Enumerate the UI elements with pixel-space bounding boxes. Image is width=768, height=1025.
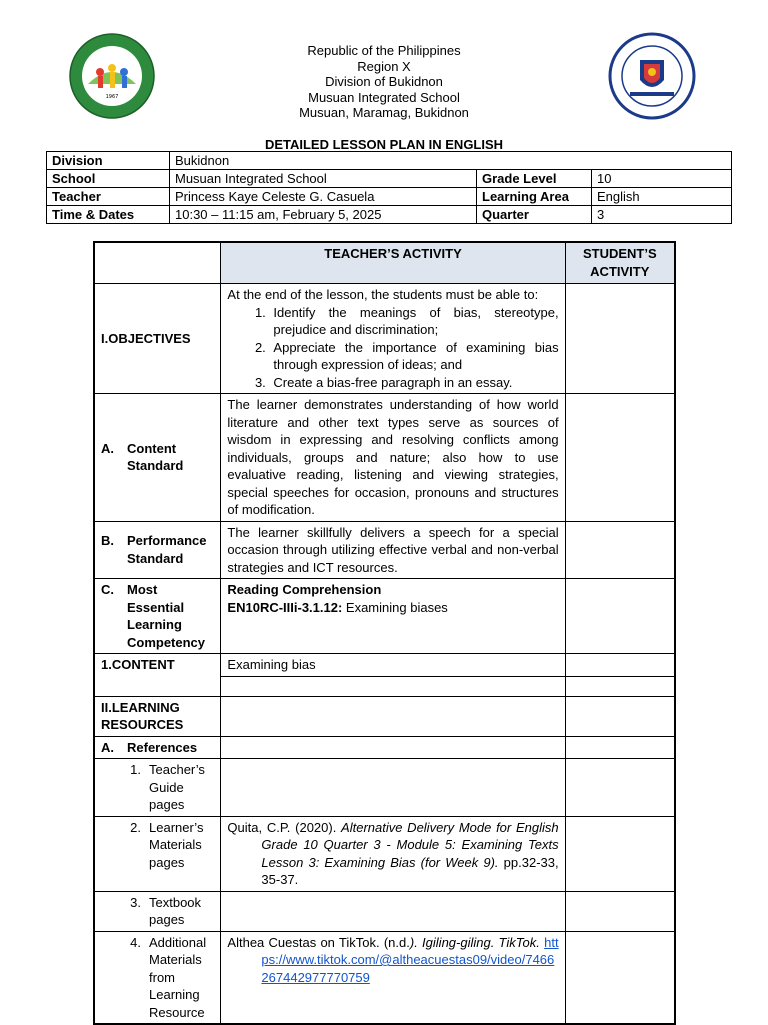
student-cell (565, 394, 675, 522)
header-line: Republic of the Philippines (307, 43, 461, 58)
teacher-value: Princess Kaye Celeste G. Casuela (170, 188, 477, 206)
area-label: Learning Area (477, 188, 592, 206)
performance-standard-label (94, 521, 221, 579)
document-title: DETAILED LESSON PLAN IN ENGLISH (264, 137, 504, 152)
item-number: A. (101, 739, 114, 755)
student-cell (565, 676, 675, 696)
performance-standard-row (94, 521, 675, 579)
objective-item: 3. Create a bias-free paragraph in an essay. (269, 374, 558, 392)
quarter-value: 3 (592, 206, 732, 224)
plan-header-row (94, 242, 675, 284)
ref2-pages: pp.32-33, 35-37. (261, 854, 559, 887)
ref1-title: Teacher’s Guide pages (149, 762, 205, 812)
ref4-title: Additional Materials from Learning Resource (149, 934, 207, 1020)
ref4-row (94, 931, 675, 1024)
objectives-label: I.OBJECTIVES (94, 284, 221, 394)
content-standard-row (94, 394, 675, 522)
info-row (47, 152, 732, 170)
header-line: Region X (357, 58, 411, 74)
ref3-label (94, 891, 221, 931)
info-table (46, 151, 732, 224)
ref4-title-text: ). Igiling-giling. TikTok. (409, 934, 540, 950)
student-cell (565, 816, 675, 891)
teacher-label: Teacher (47, 188, 170, 206)
references-label (94, 736, 221, 759)
objectives-cell (221, 284, 565, 394)
objectives-row (94, 284, 675, 394)
division-value: Bukidnon (170, 152, 732, 170)
student-cell (565, 759, 675, 817)
item-number: B. (101, 533, 114, 549)
objectives-list (227, 304, 558, 392)
quarter-label: Quarter (477, 206, 592, 224)
area-value: English (592, 188, 732, 206)
info-row (47, 206, 732, 224)
objective-item: 1. Identify the meanings of bias, stereotype, prejudice and discrimination; (269, 304, 558, 339)
performance-standard-text: The learner skillfully delivers a speech for a special occasion through utilizing effective verbal and non-verbal strategies and ICT resources. (221, 521, 565, 579)
blank-cell (221, 676, 565, 696)
time-label: Time & Dates (47, 206, 170, 224)
ref1-label (94, 759, 221, 817)
ref2-row (94, 816, 675, 891)
student-cell (565, 284, 675, 394)
tiktok-link[interactable]: https://www.tiktok.com/@altheacuestas09/video/7466267442977770759 (261, 934, 559, 985)
references-row (94, 736, 675, 759)
ref2-label (94, 816, 221, 891)
ref4-label (94, 931, 221, 1024)
ref3-row (94, 891, 675, 931)
teacher-activity-header: TEACHER’S ACTIVITY (221, 242, 565, 284)
info-row (47, 188, 732, 206)
melc-code: EN10RC-IIIi-3.1.12: (227, 599, 343, 615)
resources-label: II.LEARNING RESOURCES (94, 696, 221, 736)
ref2-title: Learner’s Materials pages (149, 819, 204, 870)
ref3-title: Textbook pages (149, 894, 202, 927)
blank-cell (221, 891, 565, 931)
student-cell (565, 736, 675, 759)
blank-cell (221, 696, 565, 736)
resources-row (94, 696, 675, 736)
item-number: 4. (130, 934, 141, 950)
ref4-author: Althea Cuestas on TikTok. (n.d. (227, 934, 410, 950)
ref2-title-text: Alternative Delivery Mode for English Grade 10 Quarter 3 - Module 5: Examining Texts Lesson 3: Examining Bias (for Week 9). (261, 819, 559, 870)
melc-title: Most Essential Learning Competency (127, 582, 206, 650)
ref2-author: Quita, C.P. (2020). (227, 819, 342, 835)
melc-cell (221, 579, 565, 654)
objectives-intro: At the end of the lesson, the students must be able to: (227, 287, 539, 302)
header-line: Musuan, Maramag, Bukidnon (299, 105, 469, 120)
ref4-citation (221, 931, 565, 1024)
item-number: C. (101, 582, 114, 597)
ref2-citation (221, 816, 565, 891)
school-label: School (47, 170, 170, 188)
ref1-row (94, 759, 675, 817)
item-number: A. (101, 440, 114, 456)
content-text: Examining bias (221, 654, 565, 677)
melc-row (94, 579, 675, 654)
student-activity-header: STUDENT’S ACTIVITY (565, 242, 675, 284)
grade-value: 10 (592, 170, 732, 188)
blank-cell (221, 759, 565, 817)
info-row (47, 170, 732, 188)
blank-cell (221, 736, 565, 759)
svg-text:1967: 1967 (105, 94, 119, 100)
content-standard-label (94, 394, 221, 522)
school-value: Musuan Integrated School (170, 170, 477, 188)
references-title: References (127, 739, 198, 755)
content-row (94, 654, 675, 677)
melc-heading: Reading Comprehension (227, 582, 382, 597)
student-cell (565, 521, 675, 579)
item-number: 2. (130, 819, 141, 835)
melc-text: Examining biases (342, 599, 448, 615)
header-line: Musuan Integrated School (308, 89, 460, 105)
blank-header (94, 242, 221, 284)
item-number: 1. (130, 762, 141, 777)
student-cell (565, 891, 675, 931)
student-cell (565, 696, 675, 736)
student-cell (565, 931, 675, 1024)
content-standard-text: The learner demonstrates understanding of how world literature and other text types serve as sources of wisdom in expressing and resolving conflicts among individuals, groups and nature; also how to use evaluative reading, listening and viewing strategies, special speeches for occasion, pronouns and structures of modification. (221, 394, 565, 522)
division-label: Division (47, 152, 170, 170)
student-cell (565, 579, 675, 654)
lesson-plan-table (93, 241, 676, 1025)
content-label: 1.CONTENT (94, 654, 221, 697)
item-number: 3. (130, 894, 141, 910)
content-standard-title: Content Standard (127, 440, 184, 474)
time-value: 10:30 – 11:15 am, February 5, 2025 (170, 206, 477, 224)
melc-label (94, 579, 221, 654)
student-cell (565, 654, 675, 677)
header-line: Division of Bukidnon (325, 74, 443, 89)
performance-standard-title: Performance Standard (127, 533, 207, 566)
objective-item: 2. Appreciate the importance of examining bias through expression of ideas; and (269, 339, 558, 374)
grade-label: Grade Level (477, 170, 592, 188)
document-header (0, 43, 768, 121)
